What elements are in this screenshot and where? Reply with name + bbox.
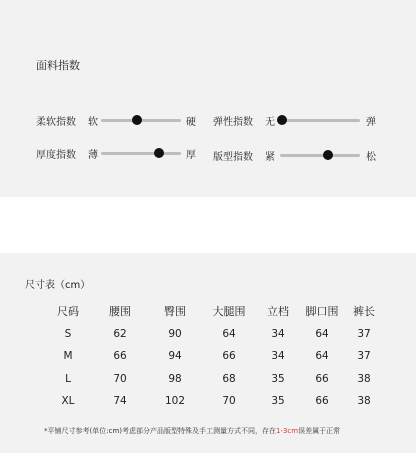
table-cell: 70 (222, 395, 236, 408)
table-cell: XL (61, 395, 75, 408)
table-cell: 37 (357, 350, 371, 363)
table-cell: 64 (315, 350, 329, 363)
thickness-right-label: 厚 (186, 150, 196, 161)
fit-index-label: 版型指数 (213, 152, 253, 163)
table-cell: 37 (357, 327, 371, 340)
header-waist: 腰围 (109, 305, 131, 319)
header-leg-opening: 脚口围 (305, 305, 339, 319)
fabric-index-title: 面料指数 (36, 59, 80, 72)
footnote-tolerance: 1-3cm (276, 427, 299, 435)
table-cell: 64 (315, 327, 329, 340)
table-cell: 94 (168, 350, 182, 363)
table-cell: 64 (222, 327, 236, 340)
elasticity-slider-track (278, 119, 360, 122)
table-cell: 74 (113, 395, 127, 408)
table-cell: 66 (113, 350, 127, 363)
table-row (44, 323, 384, 346)
thickness-slider-track (101, 152, 181, 155)
fit-right-label: 松 (366, 152, 376, 163)
thickness-slider-knob (154, 148, 164, 158)
fit-slider-track (280, 154, 360, 157)
table-cell: 35 (271, 395, 285, 408)
table-cell: 102 (164, 395, 186, 408)
table-cell: 34 (271, 350, 285, 363)
header-length: 裤长 (353, 305, 375, 319)
table-cell: L (65, 372, 71, 385)
table-cell: 34 (271, 327, 285, 340)
table-cell: 62 (113, 327, 127, 340)
header-size: 尺码 (57, 305, 79, 319)
header-hip: 臀围 (164, 305, 186, 319)
header-thigh: 大腿围 (212, 305, 246, 319)
elasticity-index-label: 弹性指数 (213, 117, 253, 128)
table-cell: 38 (357, 395, 371, 408)
softness-right-label: 硬 (186, 117, 196, 128)
table-cell: 66 (315, 395, 329, 408)
fabric-index-panel (0, 0, 416, 197)
header-rise: 立档 (267, 305, 289, 319)
table-cell: 90 (168, 327, 182, 340)
size-footnote (44, 426, 340, 436)
table-cell: 38 (357, 372, 371, 385)
table-cell: M (63, 350, 73, 363)
fit-left-label: 紧 (265, 152, 275, 163)
thickness-left-label: 薄 (88, 150, 98, 161)
table-cell: 68 (222, 372, 236, 385)
thickness-index-label: 厚度指数 (36, 150, 76, 161)
table-cell: 70 (113, 372, 127, 385)
softness-index-label: 柔软指数 (36, 117, 76, 128)
softness-slider-knob (132, 115, 142, 125)
table-cell: 66 (222, 350, 236, 363)
size-table-header-row (44, 300, 384, 323)
fit-slider-knob (323, 150, 333, 160)
elasticity-right-label: 弹 (366, 117, 376, 128)
table-cell: 98 (168, 372, 182, 385)
footnote-text: *平铺尺寸参考(单位:cm)考虑部分产品版型特殊及手工测量方式不同，存在 (44, 427, 276, 435)
size-table (44, 300, 384, 413)
softness-left-label: 软 (88, 117, 98, 128)
footnote-text-end: 误差属于正常 (298, 427, 341, 435)
table-row (44, 390, 384, 413)
elasticity-left-label: 无 (265, 117, 275, 128)
table-cell: 66 (315, 372, 329, 385)
table-cell: S (64, 327, 72, 340)
table-row (44, 345, 384, 368)
size-chart-title: 尺寸表（cm） (25, 280, 91, 291)
table-cell: 35 (271, 372, 285, 385)
table-row (44, 368, 384, 391)
